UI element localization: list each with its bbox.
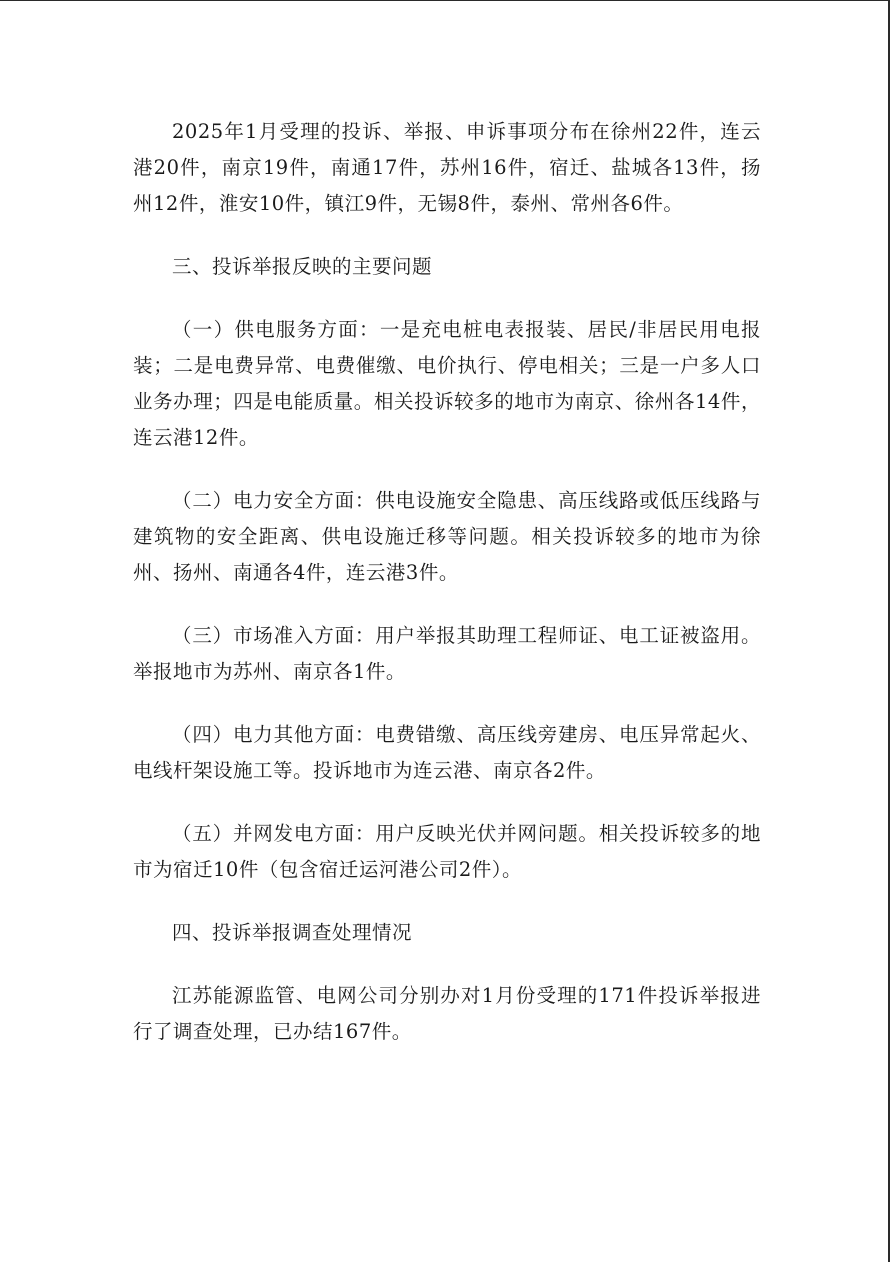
item-power-safety: （二）电力安全方面：供电设施安全隐患、高压线路或低压线路与建筑物的安全距离、供电设施迁移等问题。相关投诉较多的地市为徐州、扬州、南通各4件，连云港3件。: [133, 489, 761, 584]
item-grid-connection: （五）并网发电方面：用户反映光伏并网问题。相关投诉较多的地市为宿迁10件（包含宿迁运河港公司2件）。: [133, 822, 761, 881]
paragraph-handling: 江苏能源监管、电网公司分别办对1月份受理的171件投诉举报进行了调查处理，已办结167件。: [133, 984, 761, 1043]
item-power-supply-service: （一）供电服务方面：一是充电桩电表报装、居民/非居民用电报装；二是电费异常、电费催缴、电价执行、停电相关；三是一户多人口业务办理；四是电能质量。相关投诉较多的地市为南京、徐州各14件，连云港12件。: [133, 318, 761, 449]
document-body: [133, 114, 761, 1050]
item-power-other: （四）电力其他方面：电费错缴、高压线旁建房、电压异常起火、电线杆架设施工等。投诉地市为连云港、南京各2件。: [133, 723, 761, 782]
paragraph-distribution: 2025年1月受理的投诉、举报、申诉事项分布在徐州22件，连云港20件，南京19件，南通17件，苏州16件，宿迁、盐城各13件，扬州12件，淮安10件，镇江9件，无锡8件，泰州、常州各6件。: [133, 120, 761, 215]
heading-section-4: 四、投诉举报调查处理情况: [172, 921, 413, 944]
heading-section-3: 三、投诉举报反映的主要问题: [172, 255, 433, 278]
item-market-access: （三）市场准入方面：用户举报其助理工程师证、电工证被盗用。举报地市为苏州、南京各1件。: [133, 624, 761, 683]
